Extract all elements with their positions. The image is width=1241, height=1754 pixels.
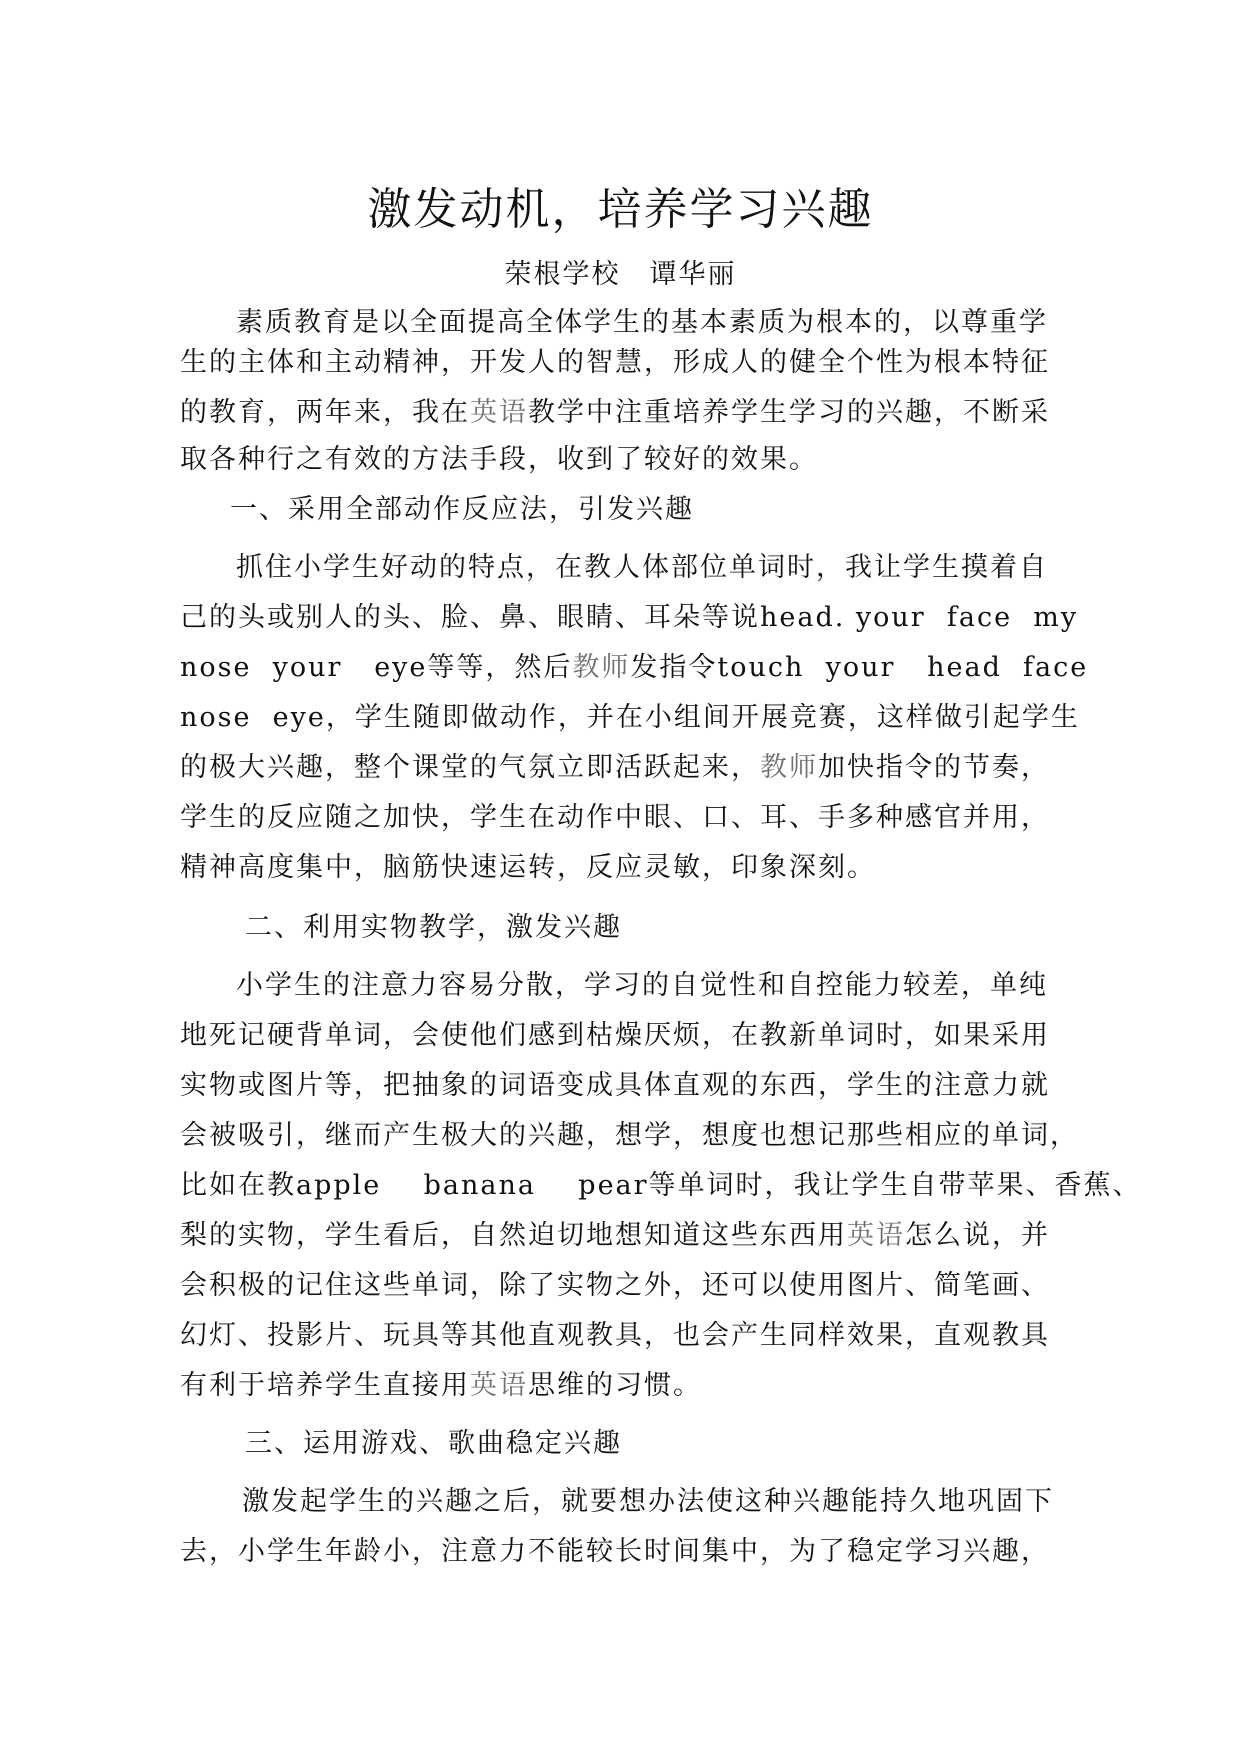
author-line: 荣根学校 谭华丽 xyxy=(504,259,737,290)
paragraph-line xyxy=(180,393,1050,433)
text-run: 二、利用实物教学，激发兴趣 xyxy=(245,912,622,943)
text-run: 取各种行之有效的方法手段，收到了较好的效果。 xyxy=(180,444,818,475)
text-run: 精神高度集中，脑筋快速运转，反应灵敏，印象深刻。 xyxy=(180,852,876,883)
paragraph-line xyxy=(180,1166,1142,1206)
section-heading xyxy=(245,908,622,948)
paragraph-line xyxy=(180,748,1050,788)
section-heading xyxy=(230,490,694,530)
document-title: 激发动机，培养学习兴趣 xyxy=(367,184,874,235)
paragraph-line xyxy=(236,966,1048,1006)
text-run: 比如在教apple banana pear等单词时，我让学生自带苹果、香蕉、 xyxy=(180,1170,1142,1201)
text-run: 有利于培养学生直接用 xyxy=(180,1370,470,1401)
section-heading xyxy=(245,1424,622,1464)
paragraph-line xyxy=(180,1316,1050,1356)
text-run: 小学生的注意力容易分散，学习的自觉性和自控能力较差，单纯 xyxy=(236,970,1048,1001)
text-run: 生的主体和主动精神，开发人的智慧，形成人的健全个性为根本特征 xyxy=(180,347,1050,378)
text-run: 抓住小学生好动的特点，在教人体部位单词时，我让学生摸着自 xyxy=(236,552,1048,583)
text-run: 的极大兴趣，整个课堂的气氛立即活跃起来， xyxy=(180,752,760,783)
paragraph-line xyxy=(180,343,1050,383)
text-run: 幻灯、投影片、玩具等其他直观教具，也会产生同样效果，直观教具 xyxy=(180,1320,1050,1351)
text-run: 去，小学生年龄小，注意力不能较长时间集中，为了稳定学习兴趣， xyxy=(180,1536,1050,1567)
text-run: 怎么说，并 xyxy=(905,1220,1050,1251)
text-run: 实物或图片等，把抽象的词语变成具体直观的东西，学生的注意力就 xyxy=(180,1070,1050,1101)
text-run: 己的头或别人的头、脸、鼻、眼睛、耳朵等说head. your face my xyxy=(180,602,1079,633)
paragraph-line xyxy=(180,1016,1050,1056)
paragraph-line xyxy=(236,548,1048,588)
text-run: 三、运用游戏、歌曲稳定兴趣 xyxy=(245,1428,622,1459)
highlighted-term: 英语 xyxy=(847,1220,905,1251)
paragraph-line xyxy=(180,1266,1050,1306)
text-run: 会积极的记住这些单词，除了实物之外，还可以使用图片、简笔画、 xyxy=(180,1270,1050,1301)
paragraph-line xyxy=(180,698,1080,738)
text-run: nose eye，学生随即做动作，并在小组间开展竞赛，这样做引起学生 xyxy=(180,702,1080,733)
paragraph-line xyxy=(180,1216,1050,1256)
text-run: 地死记硬背单词，会使他们感到枯燥厌烦，在教新单词时，如果采用 xyxy=(180,1020,1050,1051)
highlighted-term: 教师 xyxy=(760,752,818,783)
text-run: 加快指令的节奏， xyxy=(818,752,1050,783)
paragraph-line xyxy=(242,1482,1054,1522)
paragraph-line xyxy=(180,440,818,480)
paragraph-line xyxy=(180,1366,702,1406)
text-run: 会被吸引，继而产生极大的兴趣，想学，想度也想记那些相应的单词， xyxy=(180,1120,1079,1151)
paragraph-line xyxy=(180,1116,1079,1156)
text-run: 激发起学生的兴趣之后，就要想办法使这种兴趣能持久地巩固下 xyxy=(242,1486,1054,1517)
text-run: 梨的实物，学生看后，自然迫切地想知道这些东西用 xyxy=(180,1220,847,1251)
text-run: 素质教育是以全面提高全体学生的基本素质为根本的，以尊重学 xyxy=(236,307,1048,338)
highlighted-term: 英语 xyxy=(470,1370,528,1401)
paragraph-line xyxy=(180,1066,1050,1106)
highlighted-term: 教师 xyxy=(572,652,631,683)
text-run: 思维的习惯。 xyxy=(528,1370,702,1401)
text-run: 一、采用全部动作反应法，引发兴趣 xyxy=(230,494,694,525)
paragraph-line xyxy=(180,648,1088,688)
paragraph-line xyxy=(180,798,1050,838)
text-run: 发指令touch your head face xyxy=(630,652,1089,683)
paragraph-line xyxy=(180,598,1078,638)
text-run: 教学中注重培养学生学习的兴趣，不断采 xyxy=(528,397,1050,428)
paragraph-line xyxy=(236,303,1048,343)
text-run: nose your eye等等，然后 xyxy=(180,652,573,683)
text-run: 学生的反应随之加快，学生在动作中眼、口、耳、手多种感官并用， xyxy=(180,802,1050,833)
highlighted-term: 英语 xyxy=(470,397,528,428)
paragraph-line xyxy=(180,848,876,888)
paragraph-line xyxy=(180,1532,1050,1572)
text-run: 的教育，两年来，我在 xyxy=(180,397,470,428)
